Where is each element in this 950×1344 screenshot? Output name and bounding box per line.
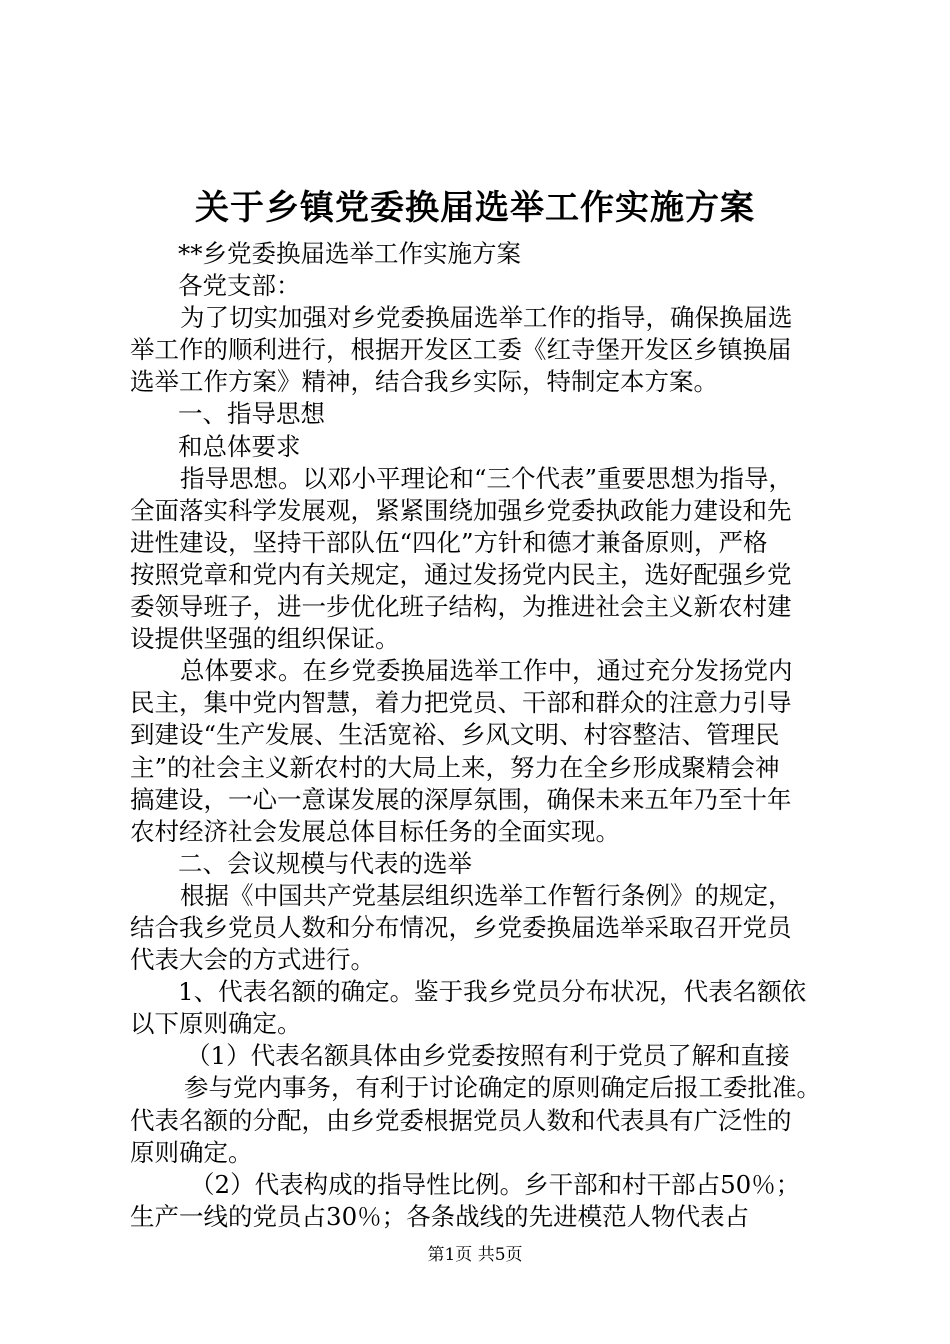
text-line: 委领导班子，进一步优化班子结构，为推进社会主义新农村建 [130, 592, 792, 622]
text-line: 参与党内事务，有利于讨论确定的原则确定后报工委批准。 [184, 1073, 821, 1103]
text-line: 到建设“生产发展、生活宽裕、乡风文明、村容整洁、管理民 [130, 720, 780, 750]
text-line: 生产一线的党员占30％；各条战线的先进模范人物代表占 [130, 1201, 750, 1231]
section-heading: 一、指导思想 [178, 399, 325, 429]
section-heading: 和总体要求 [178, 431, 301, 461]
text-line: 按照党章和党内有关规定，通过发扬党内民主，选好配强乡党 [130, 559, 792, 589]
text-line: 1、代表名额的确定。鉴于我乡党员分布状况，代表名额依 [178, 977, 807, 1007]
text-line: 代表大会的方式进行。 [130, 945, 375, 975]
text-line: 原则确定。 [130, 1137, 253, 1167]
text-line: 设提供坚强的组织保证。 [130, 624, 400, 654]
text-line: （2）代表构成的指导性比例。乡干部和村干部占50％； [190, 1169, 801, 1199]
text-line: 搞建设，一心一意谋发展的深厚氛围，确保未来五年乃至十年 [130, 784, 792, 814]
text-line: 总体要求。在乡党委换届选举工作中，通过充分发扬党内 [180, 656, 793, 686]
text-line: 农村经济社会发展总体目标任务的全面实现。 [130, 816, 620, 846]
document-body [130, 238, 835, 1233]
text-line: 举工作的顺利进行，根据开发区工委《红寺堡开发区乡镇换届 [130, 335, 792, 365]
text-line: 结合我乡党员人数和分布情况，乡党委换届选举采取召开党员 [130, 912, 792, 942]
text-line: 选举工作方案》精神，结合我乡实际，特制定本方案。 [130, 367, 718, 397]
text-line: 指导思想。以邓小平理论和“三个代表”重要思想为指导， [180, 463, 794, 493]
text-line: 代表名额的分配，由乡党委根据党员人数和代表具有广泛性的 [130, 1105, 792, 1135]
text-line: （1）代表名额具体由乡党委按照有利于党员了解和直接 [186, 1041, 790, 1071]
text-line: 根据《中国共产党基层组织选举工作暂行条例》的规定， [180, 880, 793, 910]
page-number: 第1页 共5页 [427, 1245, 523, 1265]
text-line: 民主，集中党内智慧，着力把党员、干部和群众的注意力引导 [130, 688, 792, 718]
document-title: 关于乡镇党委换届选举工作实施方案 [195, 188, 755, 228]
text-line: 进性建设，坚持干部队伍“四化”方针和德才兼备原则，严格 [130, 527, 768, 557]
text-line: 主”的社会主义新农村的大局上来，努力在全乡形成聚精会神 [130, 752, 780, 782]
text-line: 全面落实科学发展观，紧紧围绕加强乡党委执政能力建设和先 [130, 495, 792, 525]
text-line: 以下原则确定。 [130, 1009, 302, 1039]
text-line: 各党支部： [178, 271, 301, 301]
text-line: 为了切实加强对乡党委换届选举工作的指导，确保换届选 [180, 303, 793, 333]
section-heading: 二、会议规模与代表的选举 [178, 848, 472, 878]
text-line: **乡党委换届选举工作实施方案 [178, 239, 521, 268]
